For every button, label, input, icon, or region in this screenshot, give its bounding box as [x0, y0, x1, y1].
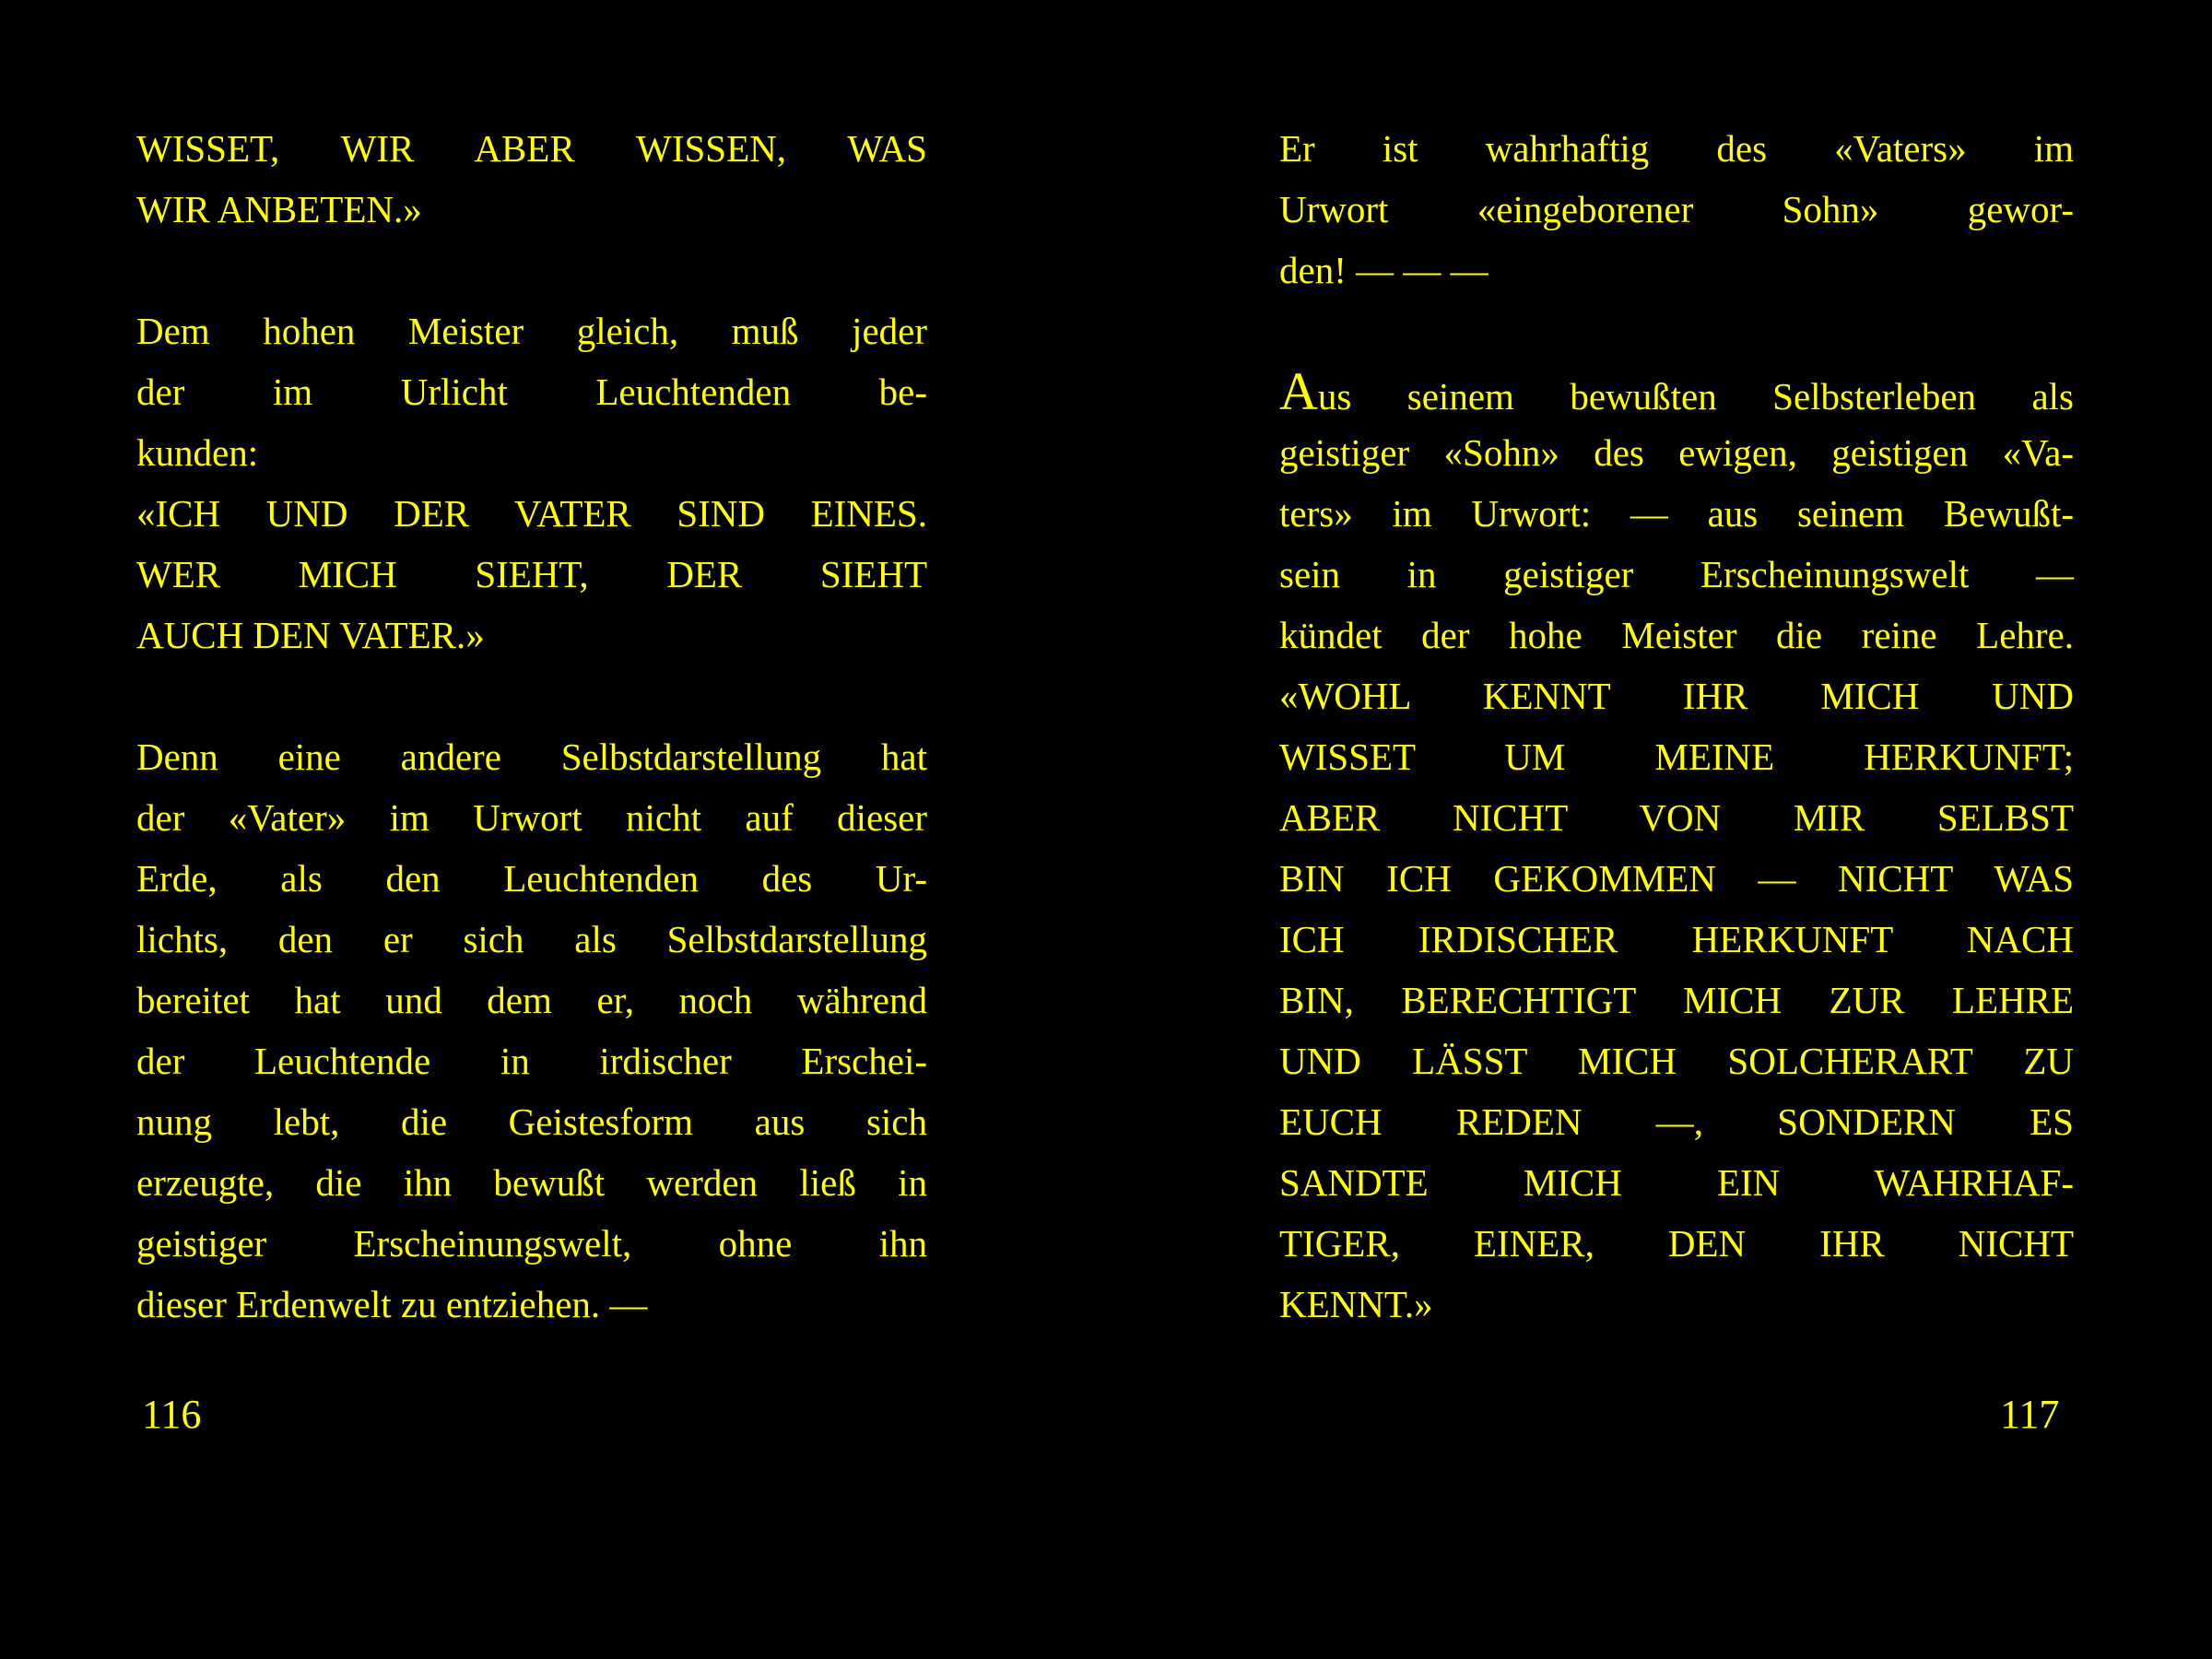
- text-line: BIN ICH GEKOMMEN — NICHT WAS: [1279, 857, 2074, 900]
- text-line: Dem hohen Meister gleich, muß jeder: [136, 310, 927, 352]
- paragraph: [136, 118, 927, 240]
- text-line: ICH IRDISCHER HERKUNFT NACH: [1279, 918, 2074, 960]
- paragraph: [1279, 118, 2074, 300]
- text-line: TIGER, EINER, DEN IHR NICHT: [1279, 1222, 2074, 1265]
- initial-letter: A: [1279, 361, 1318, 421]
- text-line: AUCH DEN VATER.»: [136, 614, 485, 656]
- text-line: der im Urlicht Leuchtenden be-: [136, 371, 927, 413]
- text-line: erzeugte, die ihn bewußt werden ließ in: [136, 1161, 927, 1204]
- text-line: WIR ANBETEN.»: [136, 188, 422, 230]
- text-line: nung lebt, die Geistesform aus sich: [136, 1100, 927, 1143]
- text-line: kündet der hohe Meister die reine Lehre.: [1279, 614, 2074, 656]
- text-line: EUCH REDEN —, SONDERN ES: [1279, 1100, 2074, 1143]
- text-line: sein in geistiger Erscheinungswelt —: [1279, 553, 2074, 595]
- text-line: KENNT.»: [1279, 1283, 1433, 1325]
- text-line: WER MICH SIEHT, DER SIEHT: [136, 553, 927, 595]
- text-line: den! — — —: [1279, 249, 1488, 291]
- text-line: Denn eine andere Selbstdarstellung hat: [136, 735, 927, 778]
- text-line: Aus seinem bewußten Selbsterleben als: [1279, 361, 2074, 421]
- text-line: WISSET UM MEINE HERKUNFT;: [1279, 735, 2074, 778]
- text-line: UND LÄSST MICH SOLCHERART ZU: [1279, 1040, 2074, 1082]
- paragraph: [136, 726, 927, 1335]
- text-line: bereitet hat und dem er, noch während: [136, 979, 927, 1021]
- text-line: kunden:: [136, 431, 259, 474]
- text-line: ters» im Urwort: — aus seinem Bewußt-: [1279, 492, 2074, 535]
- text-line: BIN, BERECHTIGT MICH ZUR LEHRE: [1279, 979, 2074, 1021]
- text-line: «ICH UND DER VATER SIND EINES.: [136, 492, 927, 535]
- paragraph: [1279, 361, 2074, 1335]
- text-line: geistiger «Sohn» des ewigen, geistigen «Va-: [1279, 431, 2074, 474]
- text-line: «WOHL KENNT IHR MICH UND: [1279, 675, 2074, 717]
- text-line: Urwort «eingeborener Sohn» gewor-: [1279, 188, 2074, 230]
- text-line: SANDTE MICH EIN WAHRHAF-: [1279, 1161, 2074, 1204]
- text-line: der «Vater» im Urwort nicht auf dieser: [136, 796, 927, 839]
- left-page-text: [136, 118, 927, 1335]
- text-line: der Leuchtende in irdischer Erschei-: [136, 1040, 927, 1082]
- page-number-left: 116: [142, 1392, 202, 1437]
- text-line: geistiger Erscheinungswelt, ohne ihn: [136, 1222, 927, 1265]
- text-line: dieser Erdenwelt zu entziehen. —: [136, 1283, 648, 1325]
- text-line: WISSET, WIR ABER WISSEN, WAS: [136, 127, 927, 170]
- right-page-text: [1279, 118, 2074, 1335]
- text-line: ABER NICHT VON MIR SELBST: [1279, 796, 2074, 839]
- text-line: lichts, den er sich als Selbstdarstellung: [136, 918, 927, 960]
- paragraph: [136, 300, 927, 665]
- text-line: Erde, als den Leuchtenden des Ur-: [136, 857, 927, 900]
- text-line: Er ist wahrhaftig des «Vaters» im: [1279, 127, 2074, 170]
- page-number-right: 117: [2000, 1392, 2060, 1437]
